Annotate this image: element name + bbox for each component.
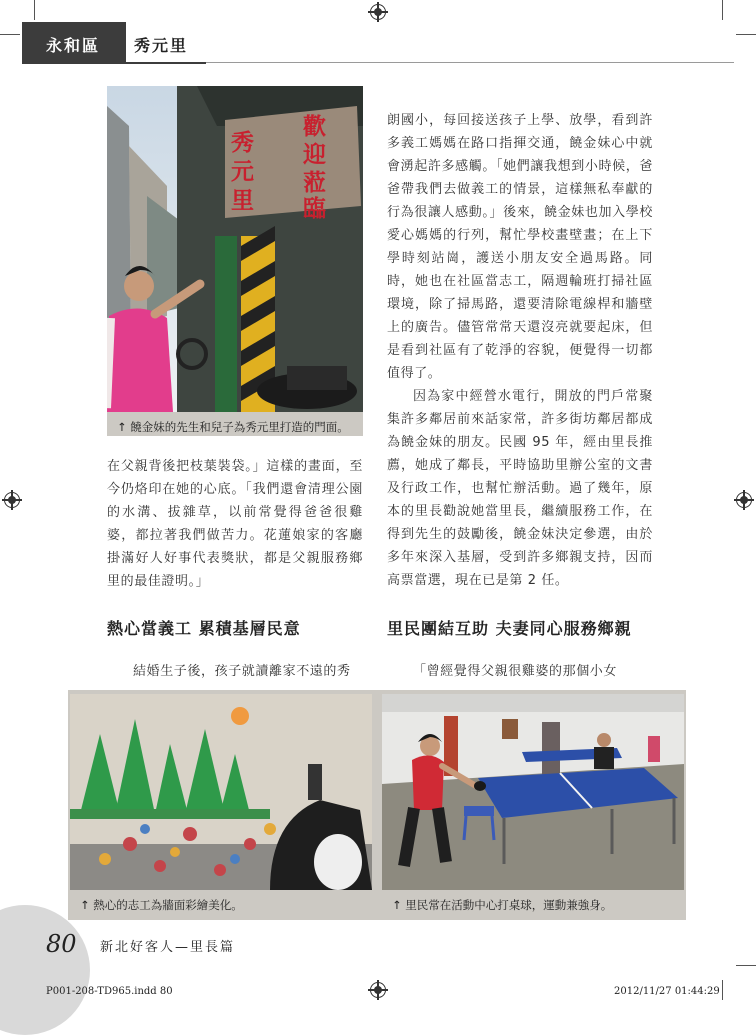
caption-mural [70, 890, 372, 918]
right-column [387, 109, 653, 592]
village-tab [126, 22, 206, 64]
left-column-intro [107, 660, 363, 683]
print-slug-timestamp: 2012/11/27 01:44:29 [614, 986, 720, 997]
crop-mark [0, 34, 20, 35]
book-title: 新北好客人—里長篇 [100, 940, 236, 955]
crop-mark [722, 0, 723, 20]
village-label: 秀元里 [134, 36, 189, 55]
district-tab [22, 22, 126, 64]
photo-mural-wall [70, 694, 372, 890]
section-heading: 熱心當義工 累積基層民意 [107, 619, 301, 638]
registration-mark-icon [4, 492, 20, 508]
caption-text: ↑ 里民常在活動中心打桌球，運動兼強身。 [392, 898, 613, 912]
body-paragraph: 結婚生子後，孩子就讀離家不遠的秀 [133, 664, 351, 679]
print-slug-file: P001-208-TD965.indd 80 [46, 986, 173, 997]
district-label: 永和區 [46, 36, 101, 55]
body-paragraph: 在父親背後把枝葉裝袋。」這樣的畫面，至今仍烙印在她的心底。「我們還會清理公園的水溝、拔雜草，以前常覺得爸爸很雞婆，都拉著我們做苦力。花蓮娘家的客廳掛滿好人好事代表獎狀，都是父親服務鄉里的最佳證明。」 [107, 459, 363, 589]
header-rule [206, 62, 734, 63]
page-number-badge [0, 905, 90, 1035]
photo-street-gate [107, 86, 363, 412]
sign-char: 臨 [303, 196, 326, 222]
section-heading: 里民團結互助 夫妻同心服務鄉親 [387, 619, 632, 638]
body-paragraph: 朗國小，每回接送孩子上學、放學，看到許多義工媽媽在路口指揮交通，饒金妹心中就會湧起許多感觸。「她們讓我想到小時候，爸爸帶我們去做義工的情景，這樣無私奉獻的行為很讓人感動。」後來，饒金妹也加入學校愛心媽媽的行列，幫忙學校畫壁畫；在上下學時刻站崗，護送小朋友安全過馬路。同時，她也在社區當志工，隔週輪班打掃社區環境，除了掃馬路，還要清除電線桿和牆壁上的廣告。儘管常常天還沒亮就要起床，但是看到社區有了乾淨的容貌，便覺得一切都值得了。 [387, 113, 653, 381]
sign-char: 迎 [303, 142, 326, 168]
caption-top-photo [107, 412, 363, 436]
crop-mark [736, 965, 756, 966]
sign-char: 秀 [231, 130, 254, 156]
sign-char: 蒞 [303, 170, 326, 196]
caption-text: ↑ 熱心的志工為牆面彩繪美化。 [80, 898, 243, 912]
body-paragraph: 因為家中經營水電行，開放的門戶常聚集許多鄰居前來話家常，許多街坊鄰居都成為饒金妹的朋友。民國 95 年，經由里長推薦，她成了鄰長，平時協助里辦公室的文書及行政工作，也幫忙辦活動。過了幾年，原本的里長勸說她當里長，繼續服務工作，在得到先生的鼓勵後，饒金妹決定參選，由於多年來深入基層，受到許多鄉親支持，因而高票當選，現在已是第 2 任。 [387, 389, 653, 588]
registration-mark-icon [370, 4, 386, 20]
sign-char: 元 [231, 159, 254, 185]
photo-table-tennis [382, 694, 684, 890]
page-number: 80 [46, 930, 77, 958]
crop-mark [736, 34, 756, 35]
registration-mark-icon [370, 982, 386, 998]
body-paragraph: 「曾經覺得父親很雞婆的那個小女 [413, 664, 618, 679]
caption-table-tennis [382, 890, 684, 918]
sign-char: 歡 [303, 114, 326, 140]
right-column-intro [387, 660, 653, 683]
crop-mark [722, 980, 723, 1000]
crop-mark [34, 0, 35, 20]
left-column [107, 455, 363, 593]
registration-mark-icon [736, 492, 752, 508]
sign-char: 里 [231, 188, 254, 214]
caption-text: ↑ 饒金妹的先生和兒子為秀元里打造的門面。 [117, 420, 349, 434]
